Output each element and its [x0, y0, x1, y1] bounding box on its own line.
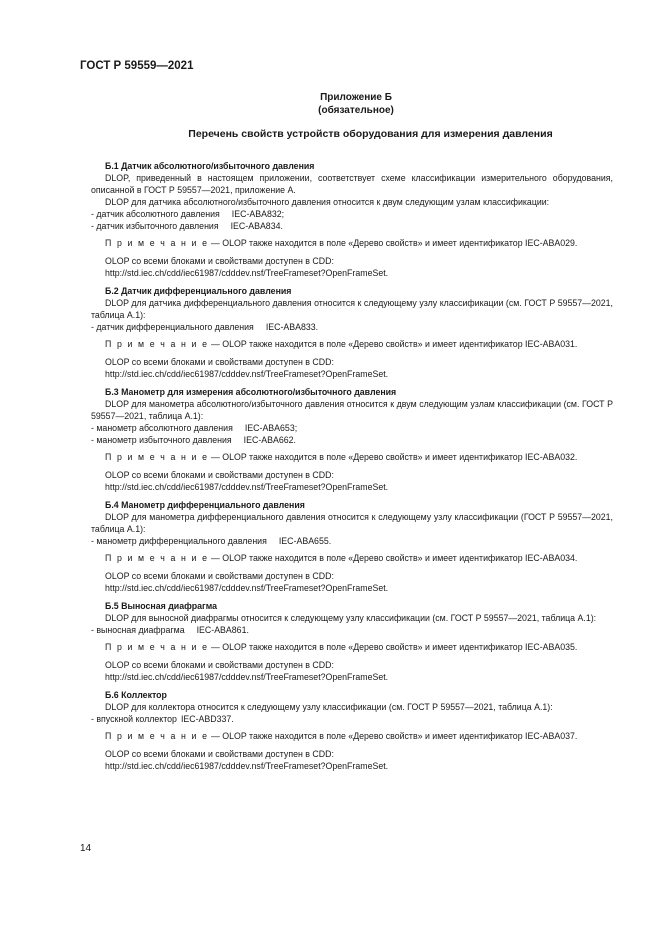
section-b5	[91, 600, 613, 683]
note: П р и м е ч а н и е — OLOP также находится в поле «Дерево свойств» и имеет идентификатор IEC-ABA032.	[105, 452, 578, 462]
cdd-reference: OLOP со всеми блоками и свойствами доступен в CDD: http://std.iec.ch/cdd/iec61987/cdddev.nsf/TreeFrameset?OpenFrameSet.	[105, 749, 389, 771]
section-title: Б.1 Датчик абсолютного/избыточного давления	[105, 161, 315, 171]
list-item: - манометр избыточного давления IEC-ABA662.	[91, 435, 296, 445]
annex-status: (обязательное)	[318, 105, 394, 116]
page-number: 14	[80, 843, 92, 854]
note: П р и м е ч а н и е — OLOP также находится в поле «Дерево свойств» и имеет идентификатор IEC-ABA037.	[105, 731, 578, 741]
section-b2	[91, 285, 613, 380]
section-title: Б.5 Выносная диафрагма	[105, 601, 218, 611]
list-item: - выносная диафрагма IEC-ABA861.	[91, 625, 249, 635]
annex-title: Приложение Б	[320, 92, 392, 103]
section-title: Б.6 Коллектор	[105, 690, 167, 700]
cdd-url: http://std.iec.ch/cdd/iec61987/cdddev.nsf/TreeFrameset?OpenFrameSet.	[105, 672, 389, 682]
section-paragraph: DLOP для выносной диафрагмы относится к следующему узлу классификации (см. ГОСТ Р 59557—2021, таблица А.1):	[105, 613, 597, 623]
list-item: - датчик избыточного давления IEC-ABA834.	[91, 221, 283, 231]
list-item: - манометр абсолютного давления IEC-ABA653;	[91, 423, 298, 433]
cdd-url: http://std.iec.ch/cdd/iec61987/cdddev.nsf/TreeFrameset?OpenFrameSet.	[105, 268, 389, 278]
note: П р и м е ч а н и е — OLOP также находится в поле «Дерево свойств» и имеет идентификатор IEC-ABA031.	[105, 339, 578, 349]
list-item: - датчик дифференциального давления IEC-ABA833.	[91, 322, 319, 332]
section-b3	[91, 386, 613, 493]
cdd-reference: OLOP со всеми блоками и свойствами доступен в CDD: http://std.iec.ch/cdd/iec61987/cdddev.nsf/TreeFrameset?OpenFrameSet.	[105, 357, 389, 379]
document-body	[91, 160, 613, 772]
section-paragraph: DLOP для манометра дифференциального давления относится к следующему узлу классификации (ГОСТ Р 59557—2021, таблица А.1):	[91, 512, 613, 534]
annex-title-block	[0, 91, 661, 117]
document-heading: Перечень свойств устройств оборудования для измерения давления	[188, 128, 553, 140]
section-paragraph: DLOP для манометра абсолютного/избыточного давления относится к двум следующим узлам классификации (см. ГОСТ Р 59557—2021, таблица А.1):	[91, 399, 613, 421]
note: П р и м е ч а н и е — OLOP также находится в поле «Дерево свойств» и имеет идентификатор IEC-ABA035.	[105, 642, 578, 652]
section-b1	[91, 160, 613, 279]
cdd-reference: OLOP со всеми блоками и свойствами доступен в CDD: http://std.iec.ch/cdd/iec61987/cdddev.nsf/TreeFrameset?OpenFrameSet.	[105, 660, 389, 682]
list-item: - датчик абсолютного давления IEC-ABA832;	[91, 209, 285, 219]
section-paragraph: DLOP для датчика абсолютного/избыточного давления относится к двум следующим узлам классификации:	[105, 197, 550, 207]
section-title: Б.4 Манометр дифференциального давления	[105, 500, 305, 510]
list-item: - манометр дифференциального давления IEC-ABA655.	[91, 536, 332, 546]
section-paragraph: DLOP, приведенный в настоящем приложении, соответствует схеме классификации измерительного оборудования, описанной в ГОСТ Р 59557—2021, приложение А.	[91, 173, 613, 195]
cdd-url: http://std.iec.ch/cdd/iec61987/cdddev.nsf/TreeFrameset?OpenFrameSet.	[105, 369, 389, 379]
section-b4	[91, 499, 613, 594]
cdd-url: http://std.iec.ch/cdd/iec61987/cdddev.nsf/TreeFrameset?OpenFrameSet.	[105, 482, 389, 492]
section-title: Б.3 Манометр для измерения абсолютного/избыточного давления	[105, 387, 397, 397]
section-paragraph: DLOP для датчика дифференциального давления относится к следующему узлу классификации (см. ГОСТ Р 59557—2021, таблица А.1):	[91, 298, 613, 320]
cdd-reference: OLOP со всеми блоками и свойствами доступен в CDD: http://std.iec.ch/cdd/iec61987/cdddev.nsf/TreeFrameset?OpenFrameSet.	[105, 470, 389, 492]
section-paragraph: DLOP для коллектора относится к следующему узлу классификации (см. ГОСТ Р 59557—2021, таблица А.1):	[105, 702, 553, 712]
cdd-url: http://std.iec.ch/cdd/iec61987/cdddev.nsf/TreeFrameset?OpenFrameSet.	[105, 761, 389, 771]
list-item: - впускной коллектор IEC-ABD337.	[91, 714, 234, 724]
section-b6	[91, 689, 613, 772]
note: П р и м е ч а н и е — OLOP также находится в поле «Дерево свойств» и имеет идентификатор IEC-ABA034.	[105, 553, 578, 563]
note: П р и м е ч а н и е — OLOP также находится в поле «Дерево свойств» и имеет идентификатор IEC-ABA029.	[105, 238, 578, 248]
cdd-reference: OLOP со всеми блоками и свойствами доступен в CDD: http://std.iec.ch/cdd/iec61987/cdddev.nsf/TreeFrameset?OpenFrameSet.	[105, 571, 389, 593]
cdd-url: http://std.iec.ch/cdd/iec61987/cdddev.nsf/TreeFrameset?OpenFrameSet.	[105, 583, 389, 593]
document-code: ГОСТ Р 59559—2021	[80, 60, 194, 72]
section-title: Б.2 Датчик дифференциального давления	[105, 286, 292, 296]
cdd-reference: OLOP со всеми блоками и свойствами доступен в CDD: http://std.iec.ch/cdd/iec61987/cdddev.nsf/TreeFrameset?OpenFrameSet.	[105, 256, 389, 278]
